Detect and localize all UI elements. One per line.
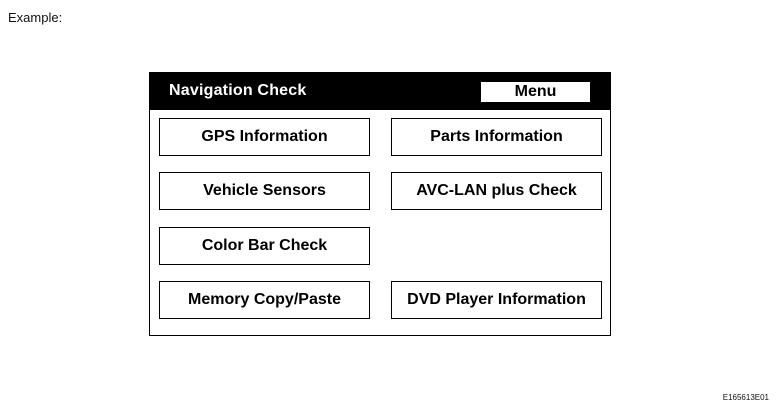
gps-information-button[interactable]: GPS Information xyxy=(159,118,370,156)
parts-information-button[interactable]: Parts Information xyxy=(391,118,602,156)
figure-id-label: E165613E01 xyxy=(722,393,769,402)
color-bar-check-button[interactable]: Color Bar Check xyxy=(159,227,370,265)
example-caption: Example: xyxy=(8,10,63,25)
navigation-check-screen xyxy=(149,72,611,336)
avc-lan-plus-check-button[interactable]: AVC-LAN plus Check xyxy=(391,172,602,210)
menu-button[interactable]: Menu xyxy=(480,81,591,103)
title-bar xyxy=(150,73,610,110)
memory-copy-paste-button[interactable]: Memory Copy/Paste xyxy=(159,281,370,319)
dvd-player-information-button[interactable]: DVD Player Information xyxy=(391,281,602,319)
vehicle-sensors-button[interactable]: Vehicle Sensors xyxy=(159,172,370,210)
screen-title: Navigation Check xyxy=(169,82,307,99)
